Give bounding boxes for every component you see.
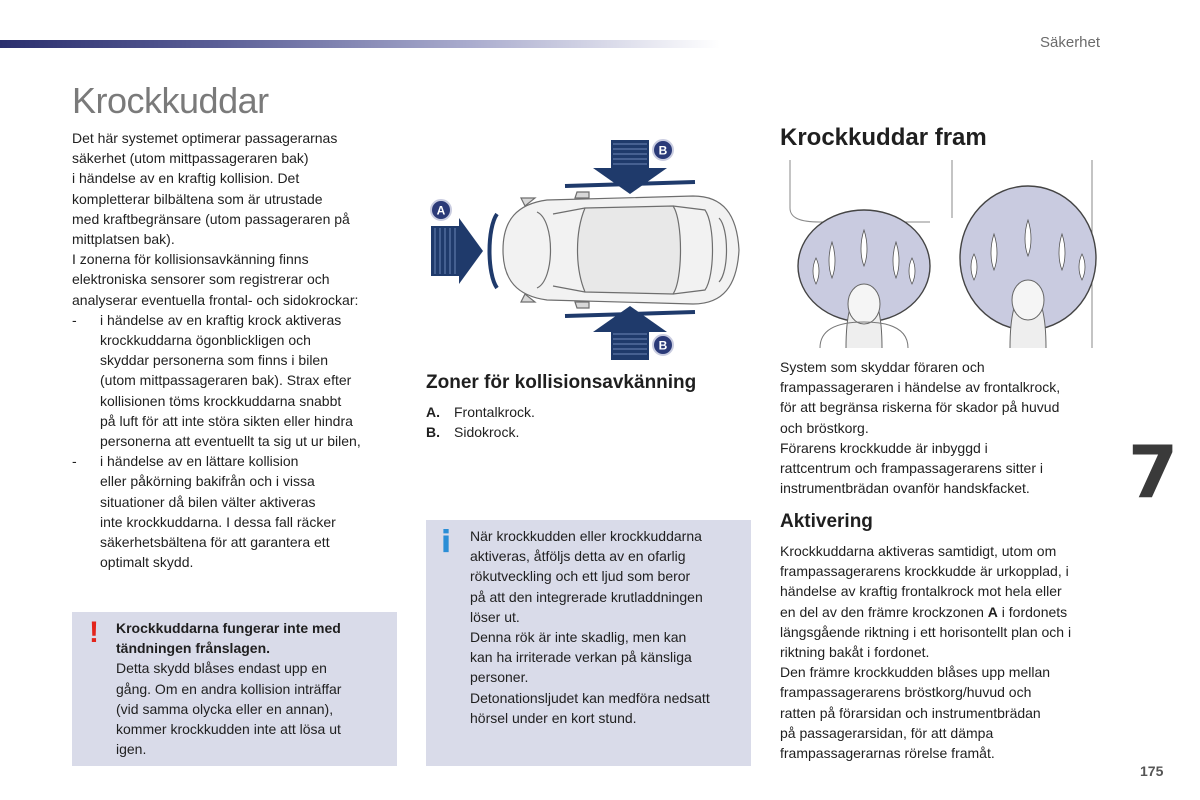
intro-column — [72, 128, 398, 572]
text-line: inte krockkuddarna. I dessa fall räcker — [100, 513, 336, 530]
text-line: händelse av kraftig frontalkrock mot hela eller — [780, 583, 1062, 600]
intro-bullet-list — [72, 310, 398, 573]
text-line: Detonationsljudet kan medföra nedsatt — [470, 689, 710, 706]
front-airbags-heading: Krockkuddar fram — [780, 124, 987, 151]
list-item — [426, 402, 535, 422]
section-label: Säkerhet — [1040, 34, 1101, 51]
warning-heading-line: Krockkuddarna fungerar inte med — [116, 620, 341, 636]
text-line: kommer krockkudden inte att lösa ut — [116, 721, 341, 738]
text-line: Förarens krockkudde är inbyggd i — [780, 439, 988, 456]
text-line: analyserar eventuella frontal- och sidokrockar: — [72, 291, 359, 308]
badge-b-top — [653, 140, 673, 160]
zone-a-reference: A — [987, 603, 998, 620]
text-line: eller påkörning bakifrån och i vissa — [100, 473, 315, 490]
text-line: situationer då bilen välter aktiveras — [100, 493, 316, 510]
text-line: Krockkuddarna aktiveras samtidigt, utom om — [780, 543, 1057, 559]
text-line: riktning bakåt i fordonet. — [780, 644, 930, 661]
text-line: Detta skydd blåses endast upp en — [116, 660, 327, 677]
activation-heading: Aktivering — [780, 511, 873, 532]
text-line: aktiveras, åtföljs detta av en ofarlig — [470, 548, 686, 565]
text-line: Det här systemet optimerar passagerarnas — [72, 130, 338, 146]
zone-text: Sidokrock. — [454, 424, 520, 441]
collision-zones-diagram — [425, 128, 760, 366]
zone-text: Frontalkrock. — [454, 404, 535, 420]
text-line: I zonerna för kollisionsavkänning finns — [72, 251, 309, 268]
text-line — [780, 602, 1110, 622]
exclamation-icon: ! — [89, 616, 99, 649]
info-icon: i — [440, 525, 452, 560]
text-line: frampassagerarens krockkudde är urkopplad, i — [780, 563, 1069, 580]
badge-label-b: B — [658, 338, 668, 353]
text-line: mittplatsen bak). — [72, 231, 175, 248]
text-fragment: i fordonets — [997, 603, 1068, 620]
text-line: När krockkudden eller krockkuddarna — [470, 528, 702, 544]
text-line: personer. — [470, 669, 529, 686]
badge-a — [431, 200, 451, 220]
text-line: (utom mittpassageraren bak). Strax efter — [100, 372, 352, 389]
text-line: för att begränsa riskerna för skador på huvud — [780, 399, 1060, 416]
list-item — [72, 310, 398, 451]
text-line: Den främre krockkudden blåses upp mellan — [780, 664, 1051, 681]
text-line: ratten på förarsidan och instrumentbrädan — [780, 704, 1041, 721]
text-line: löser ut. — [470, 608, 520, 625]
front-airbags-text — [780, 357, 1110, 498]
text-line: rökutveckling och ett ljud som beror — [470, 568, 691, 585]
badge-label-a: A — [436, 203, 446, 218]
badge-label-b: B — [658, 143, 668, 158]
header-gradient-bar — [0, 40, 720, 48]
text-line: på att den integrerade krutladdningen — [470, 588, 703, 605]
text-line: - i händelse av en lättare kollision — [100, 453, 299, 470]
front-airbags-illustration — [780, 158, 1105, 350]
text-fragment: en del av den främre krockzonen — [780, 603, 988, 620]
text-line: i händelse av en kraftig kollision. Det — [72, 170, 300, 187]
chapter-number: 7 — [1128, 430, 1179, 514]
side-arrow-b-top — [565, 140, 695, 194]
page-number: 175 — [1140, 763, 1164, 779]
text-line: Denna rök är inte skadlig, men kan — [470, 629, 687, 646]
text-line: krockkuddarna ögonblickligen och — [100, 332, 311, 349]
zones-list — [426, 402, 535, 442]
list-item — [72, 451, 398, 572]
text-line: frampassageraren i händelse av frontalkrock, — [780, 379, 1061, 396]
passenger-airbag — [960, 186, 1096, 348]
text-line: säkerhetsbältena för att garantera ett — [100, 534, 330, 551]
text-line: instrumentbrädan ovanför handskfacket. — [780, 480, 1030, 497]
text-line: på luft för att inte störa sikten eller hindra — [100, 412, 353, 429]
page-title: Krockkuddar — [72, 80, 269, 121]
text-line: System som skyddar föraren och — [780, 359, 985, 375]
text-line: hörsel under en kort stund. — [470, 709, 637, 726]
zones-heading: Zoner för kollisionsavkänning — [426, 372, 697, 393]
badge-b-bottom — [653, 335, 673, 355]
text-line: igen. — [116, 741, 147, 758]
text-line: kan ha irriterade verkan på känsliga — [470, 649, 692, 666]
car-top-view — [503, 192, 739, 308]
activation-text — [780, 541, 1110, 763]
text-line: personerna att eventuellt ta sig ut ur bilen, — [100, 433, 361, 450]
text-line: kompletterar bilbältena som är utrustade — [72, 190, 323, 207]
list-item — [426, 422, 535, 442]
driver-airbag — [798, 210, 930, 348]
text-line: med kraftbegränsare (utom passageraren på — [72, 210, 350, 227]
warning-box — [72, 612, 397, 766]
warning-heading-line: tändningen frånslagen. — [116, 640, 271, 657]
text-line: elektroniska sensorer som registrerar och — [72, 271, 330, 288]
text-line: kollisionen töms krockkuddarna snabbt — [100, 392, 342, 409]
zone-letter: A. — [426, 404, 440, 420]
text-line: och bröstkorg. — [780, 419, 869, 436]
text-line: frampassagerarens bröstkorg/huvud och — [780, 684, 1032, 701]
text-line: längsgående riktning i ett horisontellt plan och i — [780, 623, 1072, 640]
text-line: (vid samma olycka eller en annan), — [116, 700, 334, 717]
intro-text — [72, 128, 398, 310]
text-line: skyddar personerna som finns i bilen — [100, 352, 329, 369]
info-box — [426, 520, 751, 766]
text-line: rattcentrum och frampassagerarens sitter i — [780, 460, 1043, 477]
text-line: optimalt skydd. — [100, 554, 194, 571]
side-arrow-b-bottom — [565, 306, 695, 360]
text-line: frampassagerarnas rörelse framåt. — [780, 745, 995, 762]
text-line: - i händelse av en kraftig krock aktiveras — [100, 311, 342, 328]
text-line: gång. Om en andra kollision inträffar — [116, 680, 342, 697]
frontal-arrow-a — [431, 214, 497, 288]
text-line: säkerhet (utom mittpassageraren bak) — [72, 150, 309, 167]
zone-letter: B. — [426, 424, 440, 441]
text-line: på passagerarsidan, för att dämpa — [780, 724, 994, 741]
